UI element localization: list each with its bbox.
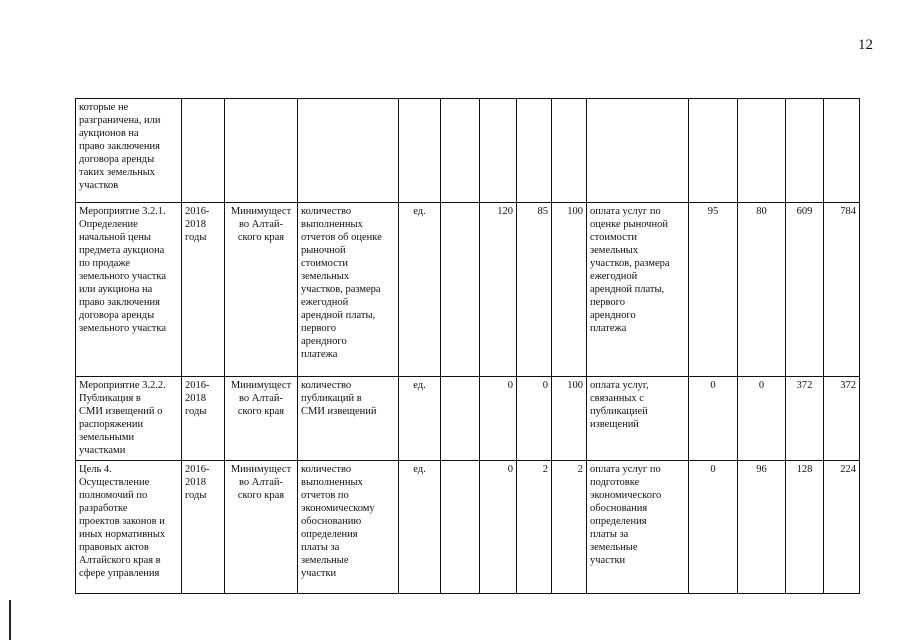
base-value-cell xyxy=(441,461,480,594)
value-2018-cell: 100 xyxy=(552,203,587,377)
cost-total-cell: 372 xyxy=(824,377,860,461)
cost-total-cell xyxy=(824,99,860,203)
indicator-cell: количество выполненных отчетов об оценке рыночной стоимости земельных участков, размера ежегодной арендной платы, первого арендного платежа xyxy=(298,203,399,377)
period-cell: 2016- 2018 годы xyxy=(182,203,225,377)
value-2017-cell: 2 xyxy=(517,461,552,594)
value-2016-cell: 0 xyxy=(480,377,517,461)
unit-cell xyxy=(399,99,441,203)
scan-edge-mark xyxy=(9,600,11,640)
expense-cell: оплата услуг по подготовке экономического обоснования определения платы за земельные участки xyxy=(587,461,689,594)
cost-2018-cell: 609 xyxy=(786,203,824,377)
table-row xyxy=(76,99,860,203)
expense-cell: оплата услуг, связанных с публикацией извещений xyxy=(587,377,689,461)
cost-2016-cell: 95 xyxy=(689,203,738,377)
unit-cell: ед. xyxy=(399,377,441,461)
value-2017-cell xyxy=(517,99,552,203)
table-row xyxy=(76,203,860,377)
value-2017-cell: 85 xyxy=(517,203,552,377)
cost-2017-cell: 96 xyxy=(738,461,786,594)
cost-2016-cell xyxy=(689,99,738,203)
measure-name-cell: Мероприятие 3.2.2. Публикация в СМИ извещений о распоряжении земельными участками xyxy=(76,377,182,461)
unit-cell: ед. xyxy=(399,461,441,594)
value-2018-cell: 100 xyxy=(552,377,587,461)
base-value-cell xyxy=(441,377,480,461)
cost-2018-cell: 128 xyxy=(786,461,824,594)
cost-2018-cell xyxy=(786,99,824,203)
indicator-cell: количество публикаций в СМИ извещений xyxy=(298,377,399,461)
cost-total-cell: 224 xyxy=(824,461,860,594)
table-row xyxy=(76,377,860,461)
cost-2017-cell: 0 xyxy=(738,377,786,461)
page-number: 12 xyxy=(858,37,873,53)
base-value-cell xyxy=(441,99,480,203)
base-value-cell xyxy=(441,203,480,377)
period-cell: 2016- 2018 годы xyxy=(182,461,225,594)
period-cell: 2016- 2018 годы xyxy=(182,377,225,461)
period-cell xyxy=(182,99,225,203)
cost-2016-cell: 0 xyxy=(689,461,738,594)
value-2016-cell xyxy=(480,99,517,203)
value-2018-cell: 2 xyxy=(552,461,587,594)
executor-cell xyxy=(225,99,298,203)
table-row xyxy=(76,461,860,594)
indicator-cell xyxy=(298,99,399,203)
value-2017-cell: 0 xyxy=(517,377,552,461)
unit-cell: ед. xyxy=(399,203,441,377)
value-2018-cell xyxy=(552,99,587,203)
program-measures-table xyxy=(75,98,860,594)
measure-name-cell: которые не разграничена, или аукционов на право заключения договора аренды таких земельных участков xyxy=(76,99,182,203)
cost-2016-cell: 0 xyxy=(689,377,738,461)
executor-cell: Минимущест во Алтай- ского края xyxy=(225,461,298,594)
cost-2017-cell: 80 xyxy=(738,203,786,377)
cost-2017-cell xyxy=(738,99,786,203)
indicator-cell: количество выполненных отчетов по экономическому обоснованию определения платы за земельные участки xyxy=(298,461,399,594)
value-2016-cell: 0 xyxy=(480,461,517,594)
expense-cell xyxy=(587,99,689,203)
cost-total-cell: 784 xyxy=(824,203,860,377)
measure-name-cell: Мероприятие 3.2.1. Определение начальной цены предмета аукциона по продаже земельного участка или аукциона на право заключения договора аренды земельного участка xyxy=(76,203,182,377)
expense-cell: оплата услуг по оценке рыночной стоимости земельных участков, размера ежегодной арендной платы, первого арендного платежа xyxy=(587,203,689,377)
cost-2018-cell: 372 xyxy=(786,377,824,461)
executor-cell: Минимущест во Алтай- ского края xyxy=(225,203,298,377)
value-2016-cell: 120 xyxy=(480,203,517,377)
executor-cell: Минимущест во Алтай- ского края xyxy=(225,377,298,461)
measure-name-cell: Цель 4. Осуществление полномочий по разработке проектов законов и иных нормативных правовых актов Алтайского края в сфере управления xyxy=(76,461,182,594)
